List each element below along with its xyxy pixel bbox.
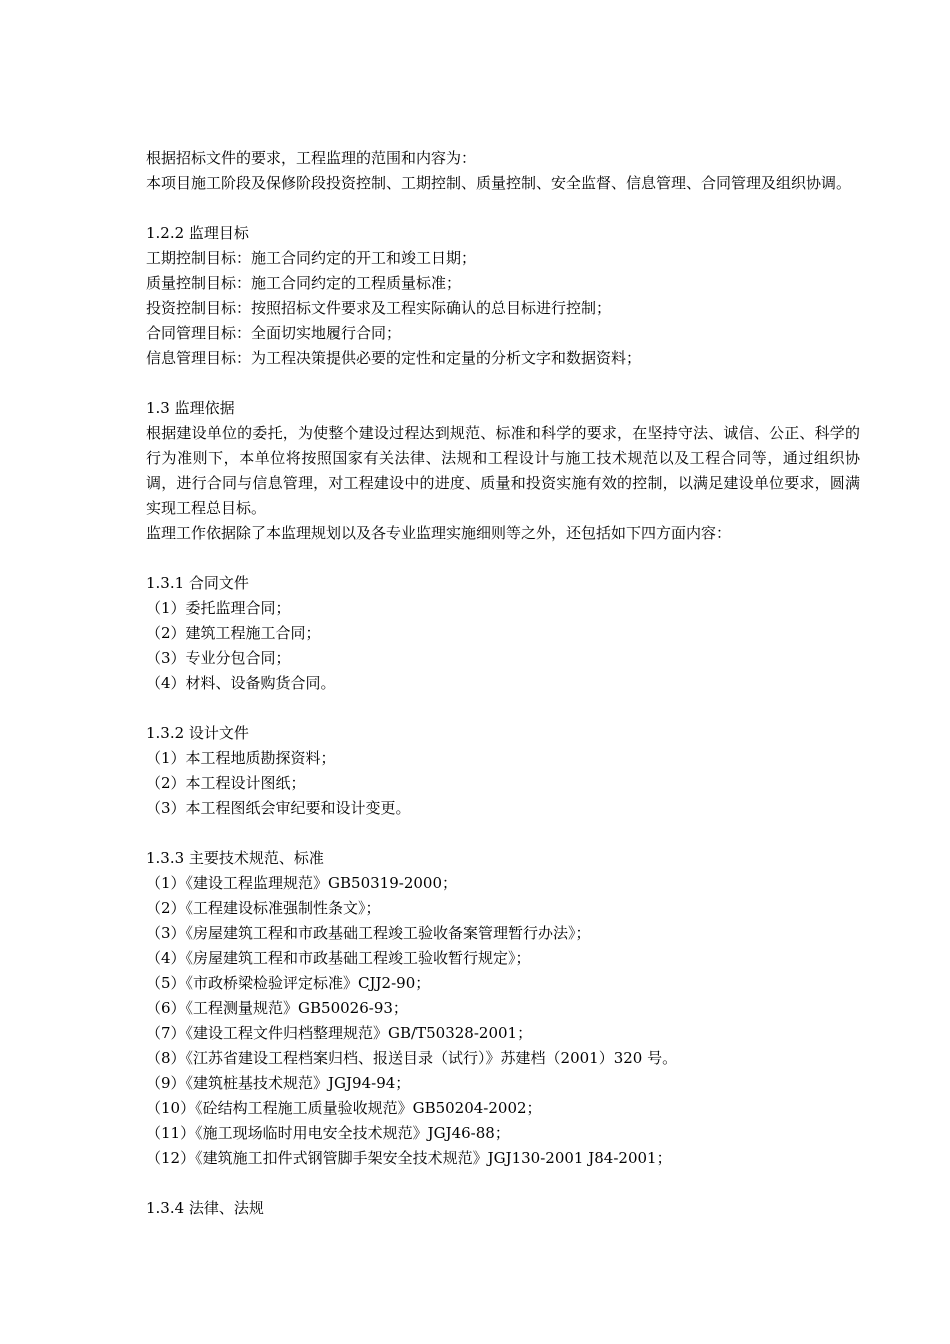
standard-item: （10）《砼结构工程施工质量验收规范》GB50204-2002； [146, 1099, 542, 1117]
spacer [146, 196, 860, 221]
spacer [146, 546, 860, 571]
laws-heading: 1.3.4 法律、法规 [146, 1199, 264, 1217]
goal-item: 合同管理目标：全面切实地履行合同； [146, 324, 402, 342]
contract-item: （4）材料、设备购货合同。 [146, 674, 336, 692]
goal-item: 信息管理目标：为工程决策提供必要的定性和定量的分析文字和数据资料； [146, 349, 642, 367]
scope-content: 本项目施工阶段及保修阶段投资控制、工期控制、质量控制、安全监督、信息管理、合同管理及组织协调。 [146, 174, 852, 192]
scope-intro: 根据招标文件的要求，工程监理的范围和内容为： [146, 149, 477, 167]
design-item: （2）本工程设计图纸； [146, 774, 306, 792]
contract-item: （2）建筑工程施工合同； [146, 624, 321, 642]
design-item: （1）本工程地质勘探资料； [146, 749, 336, 767]
standard-item: （7）《建设工程文件归档整理规范》GB/T50328-2001； [146, 1024, 533, 1042]
standard-item: （4）《房屋建筑工程和市政基础工程竣工验收暂行规定》； [146, 949, 531, 967]
standard-item: （9）《建筑桩基技术规范》JGJ94-94； [146, 1074, 411, 1092]
standard-item: （2）《工程建设标准强制性条文》； [146, 899, 381, 917]
design-item: （3）本工程图纸会审纪要和设计变更。 [146, 799, 411, 817]
standard-item: （8）《江苏省建设工程档案归档、报送目录（试行）》苏建档（2001）320 号。 [146, 1049, 678, 1067]
contracts-heading: 1.3.1 合同文件 [146, 574, 249, 592]
goal-item: 工期控制目标：施工合同约定的开工和竣工日期； [146, 249, 477, 267]
design-heading: 1.3.2 设计文件 [146, 724, 249, 742]
spacer [146, 821, 860, 846]
spacer [146, 371, 860, 396]
standard-item: （12）《建筑施工扣件式钢管脚手架安全技术规范》JGJ130-2001 J84-2001； [146, 1149, 672, 1167]
goal-item: 投资控制目标：按照招标文件要求及工程实际确认的总目标进行控制； [146, 299, 612, 317]
basis-paragraph-2: 监理工作依据除了本监理规划以及各专业监理实施细则等之外，还包括如下四方面内容： [146, 524, 732, 542]
standard-item: （6）《工程测量规范》GB50026-93； [146, 999, 408, 1017]
spacer [146, 1171, 860, 1196]
goal-item: 质量控制目标：施工合同约定的工程质量标准； [146, 274, 462, 292]
contract-item: （3）专业分包合同； [146, 649, 291, 667]
basis-paragraph: 根据建设单位的委托，为使整个建设过程达到规范、标准和科学的要求，在坚持守法、诚信、公正、科学的行为准则下，本单位将按照国家有关法律、法规和工程设计与施工技术规范以及工程合同等，通过组织协调，进行合同与信息管理，对工程建设中的进度、质量和投资实施有效的控制，以满足建设单位要求，圆满实现工程总目标。 [146, 424, 860, 517]
goals-heading: 1.2.2 监理目标 [146, 224, 249, 242]
standard-item: （5）《市政桥梁检验评定标准》CJJ2-90； [146, 974, 431, 992]
standard-item: （3）《房屋建筑工程和市政基础工程竣工验收备案管理暂行办法》； [146, 924, 591, 942]
standard-item: （11）《施工现场临时用电安全技术规范》JGJ46-88； [146, 1124, 510, 1142]
standard-item: （1）《建设工程监理规范》GB50319-2000； [146, 874, 458, 892]
basis-heading: 1.3 监理依据 [146, 399, 235, 417]
contract-item: （1）委托监理合同； [146, 599, 291, 617]
spacer [146, 696, 860, 721]
document-page [146, 146, 860, 1221]
standards-heading: 1.3.3 主要技术规范、标准 [146, 849, 324, 867]
